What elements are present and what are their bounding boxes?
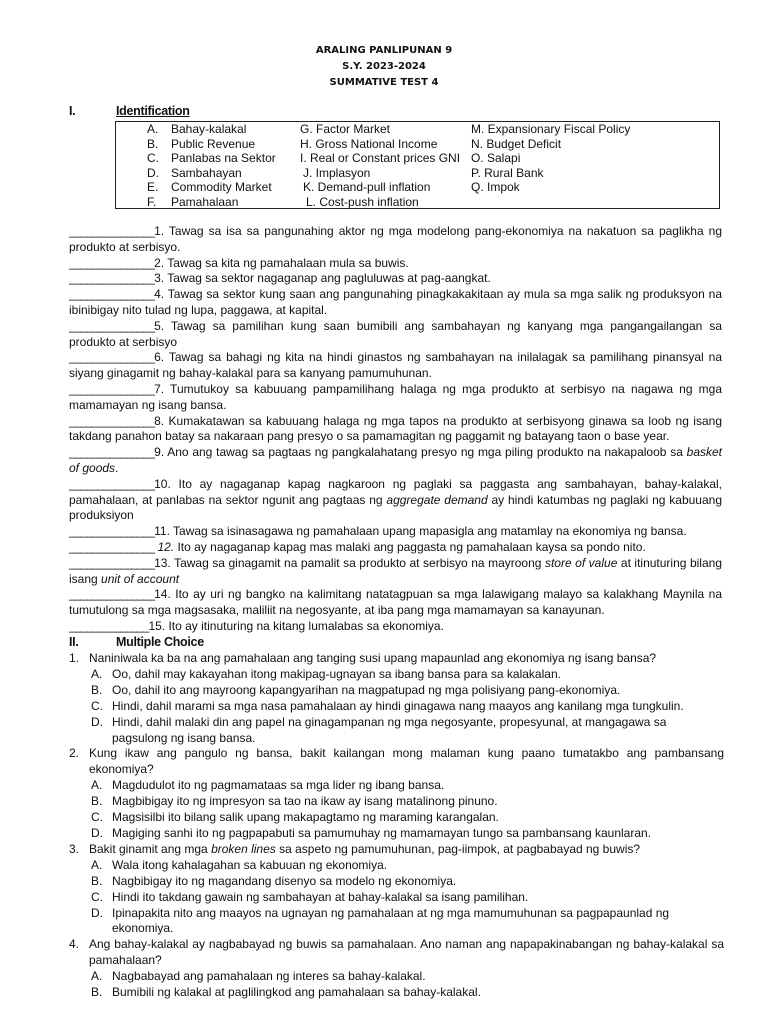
question-2: 2. Kung ikaw ang pangulo ng bansa, bakit kailangan mong malaman kung paano tumatakbo ang pambansang ekonomiya?	[69, 746, 724, 777]
section-1-title: Identification	[116, 104, 190, 118]
item-2: _______________2. Tawag sa kita ng pamahalaan mula sa buwis.	[69, 255, 409, 270]
choices-box	[115, 121, 720, 209]
answer-blank[interactable]: _______________	[69, 255, 155, 270]
question-1: 1. Naniniwala ka ba na ang pamahalaan ang tanging susi upang mapaunlad ang ekonomiya ng isang bansa?	[69, 651, 657, 665]
choice-item: D. Sambahayan	[147, 165, 242, 180]
choice-item: P. Rural Bank	[471, 165, 544, 180]
choice-item: L. Cost-push inflation	[306, 194, 419, 209]
section-2-number: II.	[69, 635, 79, 649]
option[interactable]: C. Hindi, dahil marami sa mga nasa pamahalaan ay hindi ginagawa nang maayos ang kanilang mga tungkulin.	[91, 698, 684, 713]
item-13: _______________13. Tawag sa ginagamit na pamalit sa produkto at serbisyo na mayroong store of value at itinuturing bilang isang unit of account	[69, 555, 722, 586]
option[interactable]: B. Bumibili ng kalakal at paglilingkod ang pamahalaan sa bahay-kalakal.	[91, 985, 481, 1000]
question-4: 4. Ang bahay-kalakal ay nagbabayad ng buwis sa pamahalaan. Ano naman ang napapakinabangan ng bahay-kalakal sa pamahalaan?	[69, 937, 724, 968]
choice-item: O. Salapi	[471, 151, 521, 166]
answer-blank[interactable]: _______________	[69, 539, 155, 554]
answer-blank[interactable]: _______________	[69, 524, 155, 539]
choice-item: I. Real or Constant prices GNI	[300, 151, 461, 166]
answer-blank[interactable]: _______________	[69, 271, 155, 286]
answer-blank[interactable]: _______________	[69, 445, 155, 460]
choice-item: J. Implasyon	[303, 165, 371, 180]
choice-item: H. Gross National Income	[300, 136, 438, 151]
item-3: _______________3. Tawag sa sektor nagaganap ang pagluluwas at pag-aangkat.	[69, 271, 491, 286]
item-15: ______________15. Ito ay itinuturing na kitang lumalabas sa ekonomiya.	[69, 618, 444, 633]
choice-item: A. Bahay-kalakal	[147, 122, 247, 136]
answer-blank[interactable]: _______________	[69, 555, 155, 570]
choice-item: C. Panlabas na Sektor	[147, 151, 276, 166]
choice-item: Q. Impok	[471, 180, 520, 195]
identification-items	[69, 224, 722, 635]
option[interactable]: D. Magiging sanhi ito ng pagpapabuti sa pamumuhay ng mamamayan tungo sa pambansang kaunlaran.	[91, 825, 652, 840]
item-7: _______________7. Tumutukoy sa kabuuang pampamilihang halaga ng mga produkto at serbisyo na nagawa ng mga mamamayan ng isang bansa.	[69, 381, 722, 412]
test-title: SUMMATIVE TEST 4	[329, 77, 439, 88]
subject-title: ARALING PANLIPUNAN 9	[315, 45, 453, 56]
item-8: _______________8. Kumakatawan sa kabuuang halaga ng mga tapos na produkto at serbisyong ginawa sa loob ng isang takdang panahon batay sa nakaraan pang presyo o sa pamamagitan ng paggamit ng batayang taon o base year.	[69, 413, 722, 444]
choices-column-3	[471, 122, 630, 195]
option[interactable]: A. Nagbabayad ang pamahalaan ng interes sa bahay-kalakal.	[91, 969, 426, 984]
option[interactable]: D. Ipinapakita nito ang maayos na ugnayan ng pamahalaan at ng mga mamumuhunan sa pagpapaunlad ng ekonomiya.	[91, 905, 670, 936]
answer-blank[interactable]: _______________	[69, 318, 155, 333]
answer-blank[interactable]: _______________	[69, 413, 155, 428]
choices-column-2	[300, 122, 460, 210]
choice-item: K. Demand-pull inflation	[303, 180, 431, 195]
choice-item: G. Factor Market	[300, 122, 391, 136]
option[interactable]: B. Magbibigay ito ng impresyon sa tao na ikaw ay isang matalinong pinuno.	[91, 794, 498, 809]
option[interactable]: A. Wala itong kahalagahan sa kabuuan ng ekonomiya.	[91, 857, 388, 872]
item-10: _______________10. Ito ay nagaganap kapag nagkaroon ng paglaki sa paggasta ang sambahayan, bahay-kalakal, pamahalaan, at panlabas na sektor ngunit ang pagtaas ng aggregate demand ay hindi katumbas ng paglaki ng kabuuang produksiyon	[69, 476, 722, 523]
item-11: _______________11. Tawag sa isinasagawa ng pamahalaan upang mapasigla ang matamlay na ekonomiya ng bansa.	[69, 524, 687, 539]
item-4: _______________4. Tawag sa sektor kung saan ang pangunahing pinagkakakitaan ay mula sa mga salik ng produksyon na ibinibigay nito tulad ng lupa, paggawa, at kapital.	[69, 287, 722, 317]
section-2-heading	[69, 635, 204, 649]
choice-item: N. Budget Deficit	[471, 136, 562, 151]
choice-item: M. Expansionary Fiscal Policy	[471, 122, 631, 136]
section-2-title: Multiple Choice	[116, 635, 204, 649]
item-5: _______________5. Tawag sa pamilihan kung saan bumibili ang sambahayan ng kanyang mga pangangailangan sa produkto at serbisyo	[69, 318, 722, 349]
item-1: _______________1. Tawag sa isa sa pangunahing aktor ng mga modelong pang-ekonomiya na nakatuon sa paglikha ng produkto at serbisyo.	[69, 224, 722, 254]
answer-blank[interactable]: _______________	[69, 224, 155, 238]
option[interactable]: B. Oo, dahil ito ang mayroong kapangyarihan na magpatupad ng mga polisiyang pang-ekonomiya.	[91, 682, 621, 697]
question-3: 3. Bakit ginamit ang mga broken lines sa aspeto ng pamumuhunan, pag-iimpok, at pagbabayad ng buwis?	[69, 841, 641, 856]
item-12: _______________ 12. Ito ay nagaganap kapag mas malaki ang paggasta ng pamahalaan kaysa sa pondo nito.	[69, 539, 646, 554]
answer-blank[interactable]: ______________	[69, 618, 149, 633]
option[interactable]: C. Hindi ito takdang gawain ng sambahayan at bahay-kalakal sa isang pamilihan.	[91, 889, 529, 904]
answer-blank[interactable]: _______________	[69, 587, 155, 602]
answer-blank[interactable]: _______________	[69, 381, 155, 396]
choice-item: E. Commodity Market	[147, 180, 272, 195]
section-1-heading	[69, 104, 190, 118]
option[interactable]: B. Nagbibigay ito ng magandang disenyo sa modelo ng ekonomiya.	[91, 873, 457, 888]
choice-item: B. Public Revenue	[147, 136, 256, 151]
answer-blank[interactable]: _______________	[69, 476, 155, 491]
section-1-number: I.	[69, 104, 76, 118]
item-6: _______________6. Tawag sa bahagi ng kita na hindi ginastos ng sambahayan na inilalagak sa pamilihang pinansyal na siyang ginagamit ng bahay-kalakal para sa kanyang pamumuhunan.	[69, 350, 722, 381]
document-header	[0, 43, 768, 91]
option[interactable]: C. Magsisilbi ito bilang salik upang makapagtamo ng maraming karangalan.	[91, 810, 499, 825]
answer-blank[interactable]: _______________	[69, 350, 155, 365]
choice-item: F. Pamahalaan	[147, 194, 239, 209]
option[interactable]: D. Hindi, dahil malaki din ang papel na ginagampanan ng mga negosyante, propesyunal, at mangagawa sa pagsulong ng isang bansa.	[91, 714, 667, 745]
option[interactable]: A. Magdudulot ito ng pagmamataas sa mga lider ng ibang bansa.	[91, 778, 445, 793]
multiple-choice-questions	[69, 651, 724, 1001]
school-year: S.Y. 2023-2024	[342, 61, 426, 72]
option[interactable]: A. Oo, dahil may kakayahan itong makipag-ugnayan sa ibang bansa para sa kalakalan.	[91, 666, 561, 681]
item-14: _______________14. Ito ay uri ng bangko na kalimitang natatagpuan sa mga lalawigang malayo sa kalakhang Maynila na tumutulong sa mga magsasaka, maliliit na negosyante, at iba pang mga mamamayan sa kanayunan.	[69, 587, 722, 618]
choices-column-1	[147, 122, 276, 210]
answer-blank[interactable]: _______________	[69, 287, 155, 302]
item-9: _______________9. Ano ang tawag sa pagtaas ng pangkalahatang presyo ng mga piling produkto na nakapaloob sa basket of goods.	[69, 445, 722, 475]
